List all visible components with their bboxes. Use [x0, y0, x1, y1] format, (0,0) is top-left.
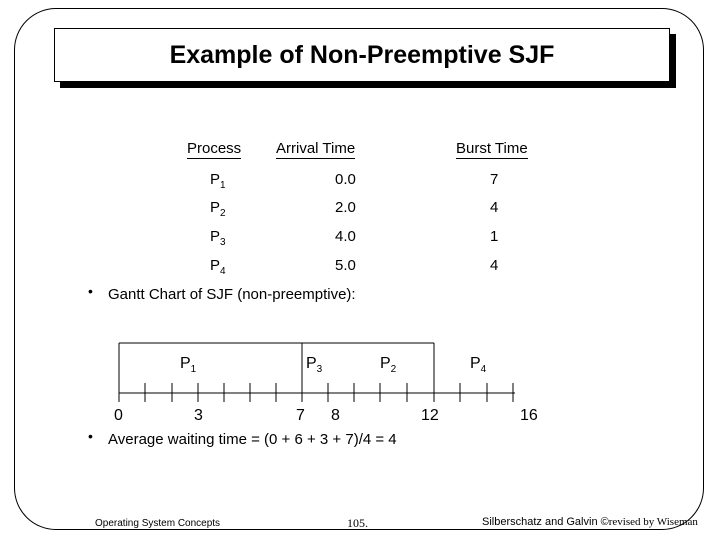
footer-course-title: Operating System Concepts	[95, 518, 221, 529]
table-row-arrival: 0.0	[335, 171, 356, 188]
average-waiting-time: Average waiting time = (0 + 6 + 3 + 7)/4 = 4	[108, 431, 397, 448]
table-row-arrival: 5.0	[335, 257, 356, 274]
header-burst-time: Burst Time	[456, 140, 528, 157]
gantt-tick-label: 0	[114, 407, 123, 424]
gantt-heading: Gantt Chart of SJF (non-preemptive):	[108, 286, 356, 303]
bullet-marker: •	[88, 428, 93, 444]
table-row-process: $P_4$	[210, 257, 226, 277]
bullet-marker: •	[88, 283, 93, 299]
gantt-tick-label: 3	[194, 407, 203, 424]
gantt-block-label: $P_3$	[306, 355, 323, 376]
gantt-block-label: $P_4$	[470, 355, 487, 376]
gantt-tick-label: 12	[421, 407, 439, 424]
table-row-burst: 1	[490, 228, 499, 245]
table-row-arrival: 4.0	[335, 228, 356, 245]
table-row-process: $P_3$	[210, 228, 226, 248]
gantt-tick-label: 8	[331, 407, 340, 424]
gantt-tick-label: 16	[520, 407, 538, 424]
gantt-block-label: $P_1$	[180, 355, 197, 376]
header-arrival-time: Arrival Time	[276, 140, 356, 157]
page-number: 105.	[347, 516, 368, 530]
footer-credits: Silberschatz and Galvin ©revised by Wiseman	[482, 516, 698, 528]
header-process: Process	[187, 140, 242, 157]
table-row-process: $P_2$	[210, 199, 226, 219]
gantt-tick-label: 7	[296, 407, 305, 424]
table-row-burst: 4	[490, 257, 499, 274]
table-row-burst: 4	[490, 199, 499, 216]
gantt-block-label: $P_2$	[380, 355, 397, 376]
table-row-process: $P_1$	[210, 171, 226, 191]
table-row-arrival: 2.0	[335, 199, 356, 216]
table-row-burst: 7	[490, 171, 499, 188]
slide-title: Example of Non-Preemptive SJF	[169, 40, 555, 69]
